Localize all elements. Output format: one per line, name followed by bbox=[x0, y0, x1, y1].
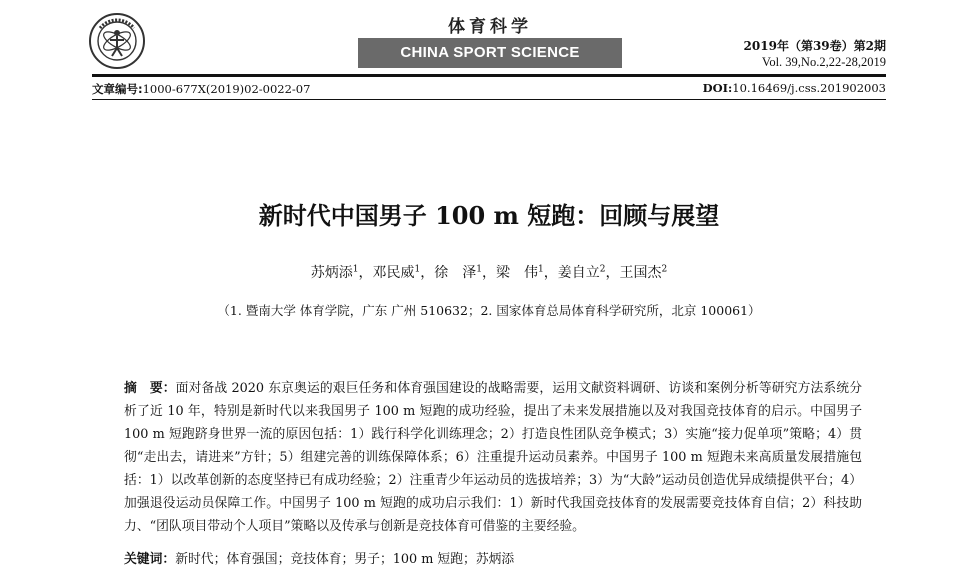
author-list: 苏炳添$^1$，邓民威$^1$，徐 泽$^1$，梁 伟$^1$，姜自立$^2$，王国杰$^2$ bbox=[310, 264, 668, 281]
author-name: 苏炳添 bbox=[310, 265, 353, 281]
abstract-text: 面对备战 2020 东京奥运的艰巨任务和体育强国建设的战略需要，运用文献资料调研、访谈和案例分析等研究方法系统分析了近 10 年，特别是新时代以来我国男子 100 m 短跑的成功经验，提出了未来发展措施以及对我国竞技体育的启示。中国男子 100 m 短跑跻身世界一流的原因包括：1）践行科学化训练理念；2）打造良性团队竞争模式；3）实施“接力促单项”策略；4）贯彻“走出去，请进来”方针；5）组建完善的训练保障体系；6）注重提升运动员素养。中国男子 100 m 短跑未来高质量发展措施包括：1）以改革创新的态度坚持已有成功经验；2）注重青少年运动员的选拔培养；3）为“大龄”运动员创造优异成绩提供平台；4）加强退役运动员保障工作。中国男子 100 m 短跑的成功启示我们：1）新时代我国竞技体育的发展需要竞技体育自信；2）科技助力、“团队项目带动个人项目”策略以及传承与创新是竞技体育可借鉴的主要经验。 bbox=[124, 381, 863, 534]
article-title: 新时代中国男子 100 m 短跑：回顾与展望 bbox=[258, 201, 720, 230]
author-name: 徐 泽 bbox=[434, 265, 477, 281]
keywords bbox=[124, 548, 862, 571]
author-name: 王国杰 bbox=[619, 265, 662, 281]
author-affiliations: （1. 暨南大学 体育学院，广东 广州 510632；2. 国家体育总局体育科学研究所，北京 100061） bbox=[217, 303, 761, 318]
article-number-label: 文章编号: bbox=[92, 82, 143, 96]
keywords-label: 关键词： bbox=[124, 552, 176, 567]
author-affiliation-mark: 2 bbox=[661, 264, 668, 275]
abstract bbox=[124, 377, 862, 538]
article-number bbox=[92, 81, 310, 97]
journal-name-en-banner: CHINA SPORT SCIENCE bbox=[358, 38, 622, 68]
author-name: 邓民威 bbox=[372, 265, 415, 281]
doi-value[interactable]: 10.16469/j.css.201902003 bbox=[732, 81, 886, 95]
doi bbox=[703, 81, 886, 95]
doi-label: DOI: bbox=[702, 81, 733, 95]
author-name: 梁 伟 bbox=[496, 265, 538, 281]
journal-seal-logo bbox=[88, 12, 146, 70]
author-affiliation-mark: 1 bbox=[414, 264, 421, 275]
author-affiliation-mark: 2 bbox=[599, 264, 606, 275]
author-affiliation-mark: 1 bbox=[476, 264, 482, 275]
issue-info-cn: 2019年（第39卷）第2期 bbox=[743, 39, 886, 53]
abstract-label: 摘 要： bbox=[124, 381, 176, 396]
author-name: 姜自立 bbox=[557, 265, 600, 281]
author-affiliation-mark: 1 bbox=[352, 264, 359, 275]
keywords-text: 新时代；体育强国；竞技体育；男子；100 m 短跑；苏炳添 bbox=[175, 552, 515, 567]
article-number-value: 1000-677X(2019)02-0022-07 bbox=[142, 82, 311, 96]
issue-info-en: Vol. 39,No.2,22-28,2019 bbox=[761, 55, 886, 69]
header-rule-thin bbox=[92, 99, 886, 100]
author-affiliation-mark: 1 bbox=[538, 264, 544, 275]
journal-name-cn: 体育科学 bbox=[448, 17, 532, 37]
header-rule-thick bbox=[92, 74, 886, 77]
